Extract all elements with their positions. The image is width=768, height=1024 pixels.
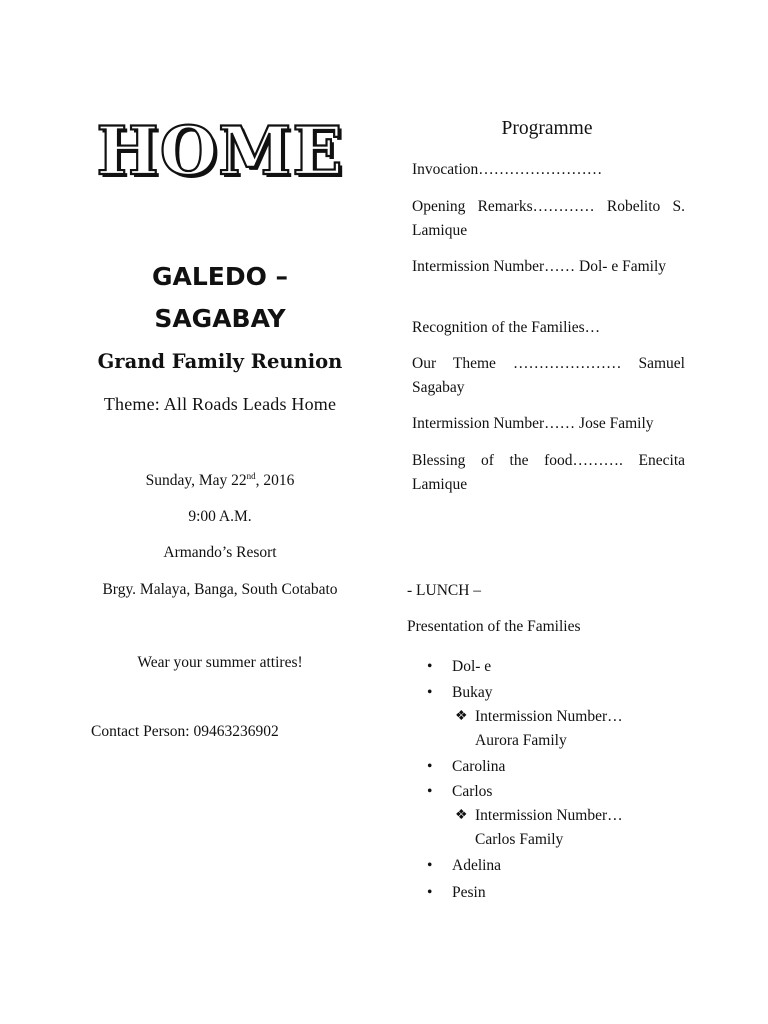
programme-item: Blessing of the food………. Enecita Lamique: [412, 452, 685, 493]
contact-person: Contact Person: 09463236902: [91, 723, 279, 740]
presentation-heading: Presentation of the Families: [407, 618, 581, 635]
bullet-icon: •: [427, 684, 433, 701]
programme-item: Our Theme ………………… Samuel Sagabay: [412, 355, 685, 396]
family-name: Pesin: [452, 884, 486, 901]
event-date: [80, 471, 360, 490]
sub-item-line1: Intermission Number…: [475, 708, 623, 725]
event-date-text: Sunday, May 22: [145, 472, 247, 490]
attire-note: Wear your summer attires!: [137, 654, 303, 671]
family-name: Dol- e: [452, 658, 492, 675]
programme-item: Invocation……………………: [412, 161, 603, 178]
sub-item-line1: Intermission Number…: [475, 807, 623, 824]
event-address: Brgy. Malaya, Banga, South Cotabato: [102, 581, 338, 598]
sub-item-line2: Aurora Family: [475, 732, 567, 749]
event-subtitle: Grand Family Reunion: [97, 350, 343, 373]
event-date-ordinal: nd: [246, 471, 256, 481]
sub-item-line2: Carlos Family: [475, 831, 564, 848]
programme-title: Programme: [501, 118, 593, 139]
family-name: Carlos: [452, 783, 493, 800]
family-name: Adelina: [452, 857, 502, 874]
lunch-break: - LUNCH –: [407, 582, 482, 599]
home-title: HOME: [96, 112, 344, 190]
programme-item: Intermission Number…… Dol- e Family: [412, 258, 666, 275]
bullet-icon: •: [427, 857, 433, 874]
family-name: Bukay: [452, 684, 493, 701]
event-theme: Theme: All Roads Leads Home: [103, 394, 337, 414]
bullet-icon: •: [427, 658, 433, 675]
family-names-line1: GALEDO –: [151, 262, 289, 291]
family-names: [80, 256, 360, 340]
bullet-icon: •: [427, 758, 433, 775]
diamond-bullet-icon: ❖: [455, 808, 468, 823]
programme-item: Intermission Number…… Jose Family: [412, 415, 654, 432]
family-name: Carolina: [452, 758, 506, 775]
diamond-bullet-icon: ❖: [455, 709, 468, 724]
bullet-icon: •: [427, 783, 433, 800]
family-names-line2: SAGABAY: [154, 304, 286, 333]
event-date-year: , 2016: [255, 472, 295, 490]
bullet-icon: •: [427, 884, 433, 901]
programme-item: Recognition of the Families…: [412, 319, 601, 336]
event-time: 9:00 A.M.: [188, 508, 252, 525]
programme-item: Opening Remarks………… Robelito S. Lamique: [412, 198, 685, 239]
event-venue: Armando’s Resort: [163, 544, 277, 561]
